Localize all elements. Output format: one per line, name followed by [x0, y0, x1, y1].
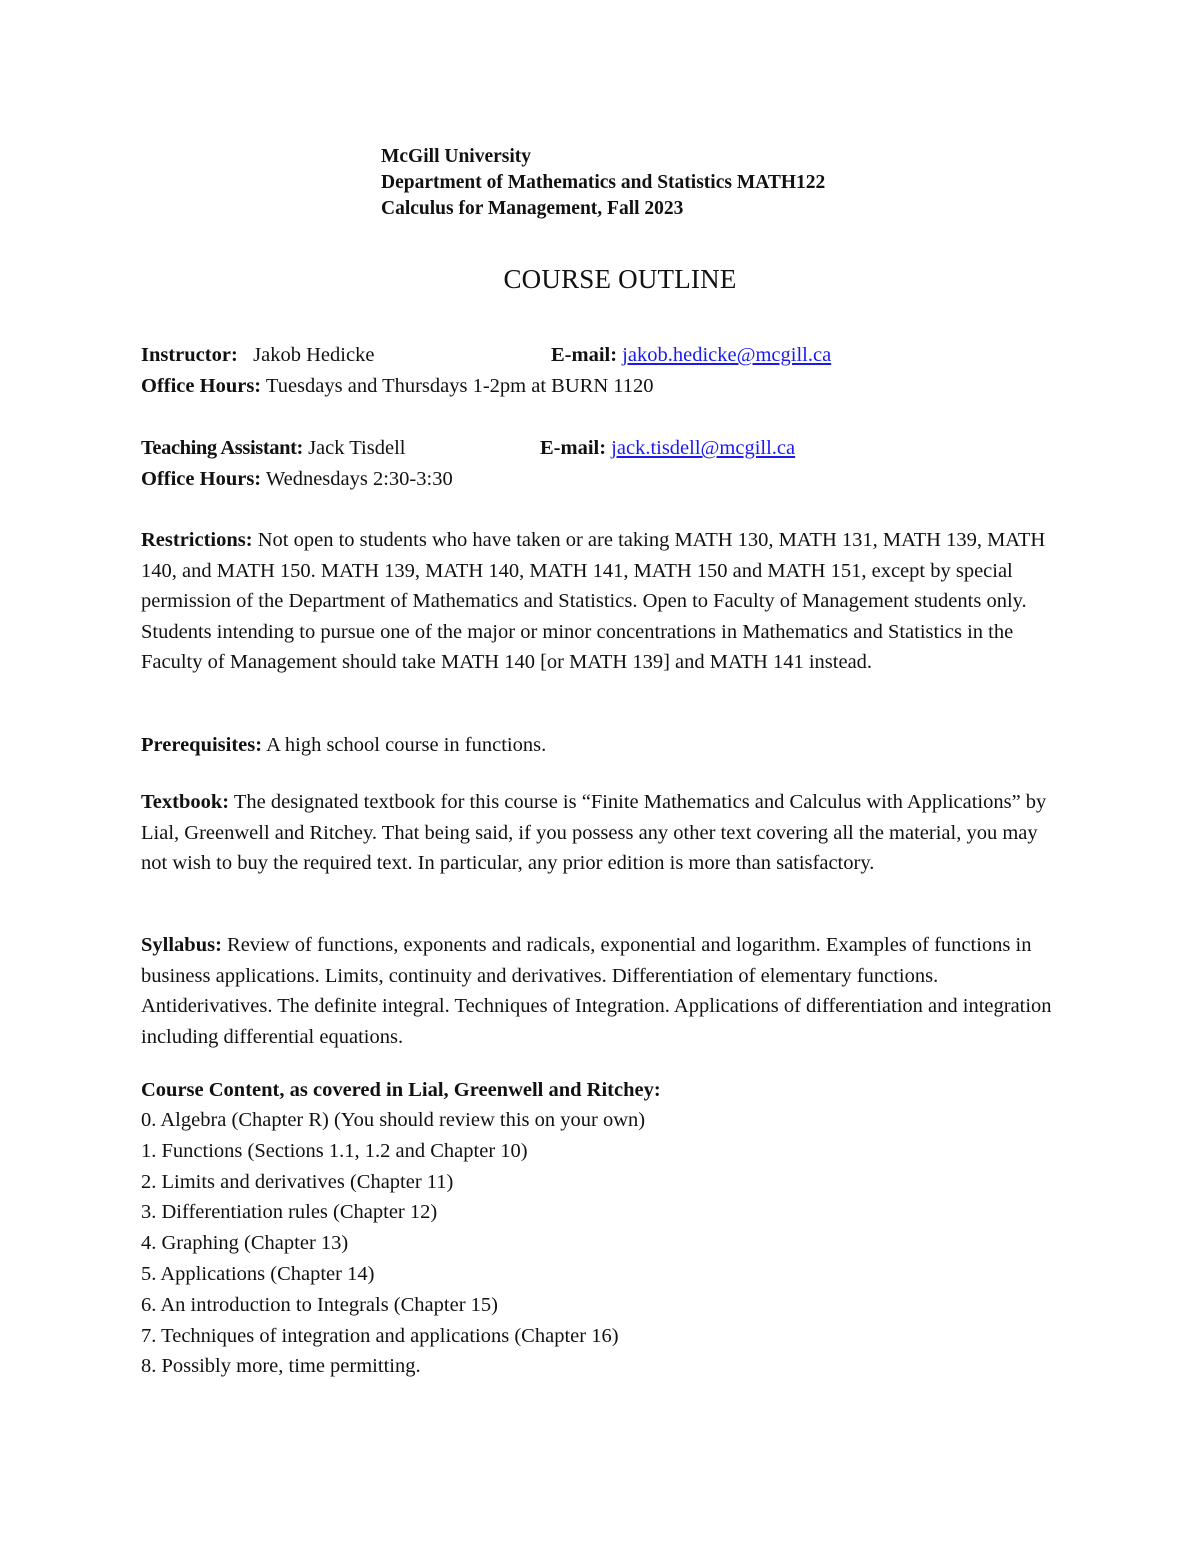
list-item: 6. An introduction to Integrals (Chapter 15) — [141, 1293, 498, 1316]
instructor-row — [141, 340, 374, 370]
ta-row — [141, 433, 405, 463]
list-item: 3. Differentiation rules (Chapter 12) — [141, 1201, 438, 1224]
textbook-section — [141, 787, 1061, 879]
ta-email-row — [540, 433, 795, 463]
restrictions-label: Restrictions: — [141, 529, 253, 551]
department-name: Department of Mathematics and Statistics MATH122 — [381, 172, 826, 193]
instructor-office-hours-row — [141, 371, 654, 401]
list-item: 5. Applications (Chapter 14) — [141, 1262, 375, 1285]
ta-email-label: E-mail: — [540, 437, 607, 459]
page-title: COURSE OUTLINE — [503, 264, 737, 294]
prerequisites-label: Prerequisites: — [141, 734, 263, 756]
instructor-email-link[interactable]: jakob.hedicke@mcgill.ca — [622, 344, 832, 366]
restrictions-section — [141, 525, 1061, 678]
list-item: 4. Graphing (Chapter 13) — [141, 1232, 349, 1255]
syllabus-section — [141, 930, 1071, 1052]
ta-name: Jack Tisdell — [308, 437, 406, 459]
ta-label: Teaching Assistant: — [141, 437, 303, 459]
textbook-text: The designated textbook for this course is “Finite Mathematics and Calculus with Applications” by Lial, Greenwell and Ritchey. That being said, if you possess any other text covering all the material, you may not wish to buy the required text. In particular, any prior edition is more than satisfactory. — [141, 791, 1047, 875]
syllabus-label: Syllabus: — [141, 934, 222, 956]
instructor-office-hours-label: Office Hours: — [141, 375, 262, 397]
ta-office-hours-label: Office Hours: — [141, 468, 262, 490]
list-item: 8. Possibly more, time permitting. — [141, 1355, 421, 1378]
ta-email-link[interactable]: jack.tisdell@mcgill.ca — [611, 437, 796, 459]
prerequisites-section — [141, 730, 1061, 761]
instructor-office-hours: Tuesdays and Thursdays 1-2pm at BURN 1120 — [265, 375, 654, 397]
list-item: 7. Techniques of integration and applications (Chapter 16) — [141, 1324, 619, 1347]
instructor-email-label: E-mail: — [551, 344, 618, 366]
ta-office-hours-row — [141, 464, 453, 494]
instructor-email-row — [551, 340, 831, 370]
course-content-list — [141, 1105, 645, 1382]
ta-office-hours: Wednesdays 2:30-3:30 — [265, 468, 453, 490]
list-item: 0. Algebra (Chapter R) (You should review this on your own) — [141, 1109, 646, 1131]
textbook-label: Textbook: — [141, 791, 230, 813]
restrictions-text: Not open to students who have taken or are taking MATH 130, MATH 131, MATH 139, MATH 140, and MATH 150. MATH 139, MATH 140, MATH 141, MATH 150 and MATH 151, except by special permission of the Department of Mathematics and Statistics. Open to Faculty of Management students only. Students intending to pursue one of the major or minor concentrations in Mathematics and Statistics in the Faculty of Management should take MATH 140 [or MATH 139] and MATH 141 instead. — [141, 529, 1046, 674]
syllabus-text: Review of functions, exponents and radicals, exponential and logarithm. Examples of functions in business applications. Limits, continuity and derivatives. Differentiation of elementary functions. Antiderivatives. The definite integral. Techniques of Integration. Applications of differentiation and integration including differential equations. — [141, 934, 1052, 1048]
instructor-label: Instructor: — [141, 344, 238, 366]
list-item: 2. Limits and derivatives (Chapter 11) — [141, 1170, 454, 1193]
document-header — [381, 144, 825, 222]
list-item: 1. Functions (Sections 1.1, 1.2 and Chapter 10) — [141, 1139, 528, 1162]
course-content-heading: Course Content, as covered in Lial, Greenwell and Ritchey: — [141, 1079, 661, 1101]
prerequisites-text: A high school course in functions. — [266, 734, 547, 756]
course-name: Calculus for Management, Fall 2023 — [381, 198, 684, 219]
instructor-name: Jakob Hedicke — [253, 344, 375, 366]
university-name: McGill University — [381, 146, 532, 167]
